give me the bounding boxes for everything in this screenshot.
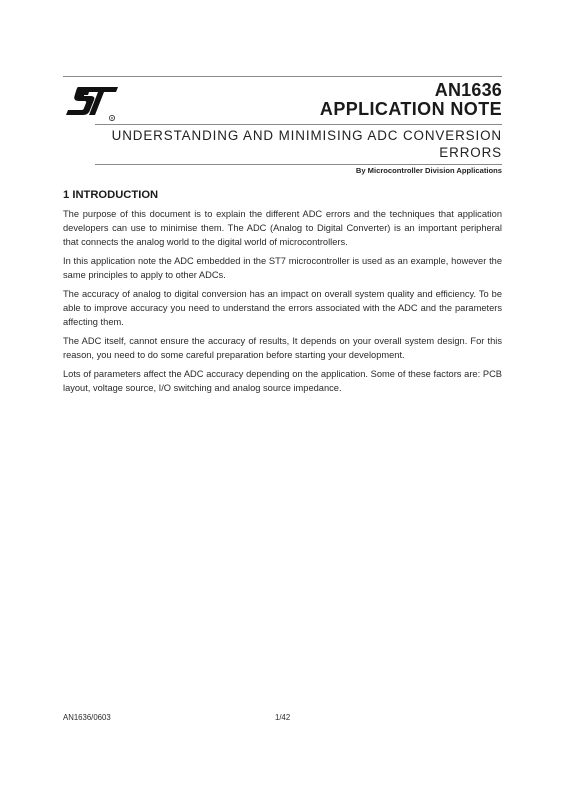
paragraph: The ADC itself, cannot ensure the accuracy of results, It depends on your overall system design. For this reason, you need to do some careful preparation before starting your development. <box>63 336 502 360</box>
header-top-rule <box>63 76 502 77</box>
footer-reference: AN1636/0603 <box>63 713 111 722</box>
paragraph: Lots of parameters affect the ADC accuracy depending on the application. Some of these factors are: PCB layout, voltage source, I/O switching and analog source impedance. <box>63 369 502 393</box>
st-logo <box>64 82 124 122</box>
document-title: UNDERSTANDING AND MINIMISING ADC CONVERSION ERRORS <box>111 128 502 160</box>
page-number: 1/42 <box>275 713 291 722</box>
document-type: APPLICATION NOTE <box>319 99 502 119</box>
paragraph: The purpose of this document is to explain the different ADC errors and the techniques that application developers can use to minimise them. The ADC (Analog to Digital Converter) is an important peripheral that connects the analog world to the digital world of microcontrollers. <box>63 209 502 247</box>
title-rule <box>95 124 502 125</box>
paragraph: The accuracy of analog to digital conversion has an impact on overall system quality and efficiency. To be able to improve accuracy you need to understand the errors associated with the ADC and the parameters affecting them. <box>63 289 502 327</box>
paragraph: In this application note the ADC embedded in the ST7 microcontroller is used as an example, however the same principles to apply to other ADCs. <box>63 256 502 280</box>
svg-text:R: R <box>110 116 114 121</box>
author-rule <box>95 164 502 165</box>
author-line: By Microcontroller Division Applications <box>355 166 502 175</box>
section-heading: 1 INTRODUCTION <box>63 189 159 201</box>
section-body <box>63 207 502 400</box>
document-number: AN1636 <box>434 80 502 100</box>
